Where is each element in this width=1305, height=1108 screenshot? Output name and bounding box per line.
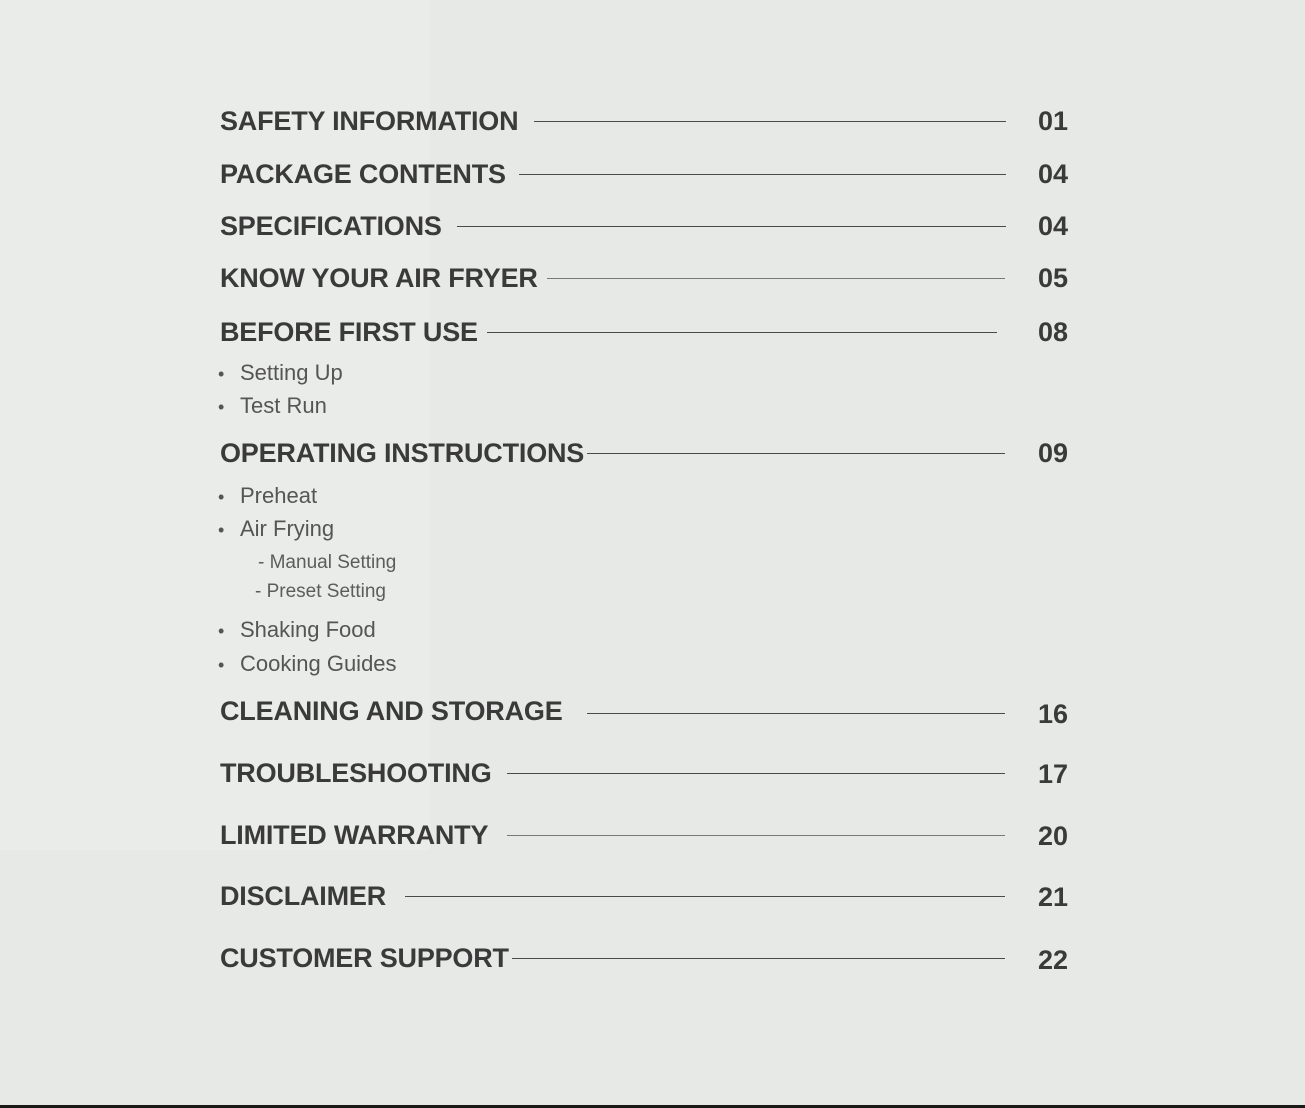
toc-entry-title: BEFORE FIRST USE <box>220 317 478 347</box>
toc-entry-title: SPECIFICATIONS <box>220 211 442 241</box>
toc-entry-operating-instructions[interactable] <box>220 433 1070 473</box>
toc-leader-line <box>587 453 1005 454</box>
toc-entry-page-number: 08 <box>1037 317 1068 347</box>
toc-leader-line <box>507 835 1005 836</box>
toc-entry-disclaimer[interactable] <box>220 876 1070 916</box>
toc-leader-line <box>587 713 1005 714</box>
bullet-icon: • <box>218 397 225 417</box>
toc-entry-specifications[interactable] <box>220 206 1070 246</box>
toc-entry-safety-information[interactable] <box>220 101 1070 141</box>
toc-subitem-test-run[interactable] <box>218 391 327 421</box>
toc-subitem-cooking-guides[interactable] <box>218 649 397 679</box>
bullet-icon: • <box>218 487 225 507</box>
toc-entry-title: KNOW YOUR AIR FRYER <box>220 263 538 293</box>
toc-entry-page-number: 05 <box>1037 263 1068 293</box>
toc-entry-title: SAFETY INFORMATION <box>220 106 519 136</box>
toc-entry-page-number: 16 <box>1037 699 1068 729</box>
toc-entry-before-first-use[interactable] <box>220 312 1070 352</box>
toc-entry-title: DISCLAIMER <box>220 881 386 911</box>
toc-entry-title: CLEANING AND STORAGE <box>220 696 563 726</box>
toc-entry-page-number: 22 <box>1037 945 1068 975</box>
toc-entry-page-number: 01 <box>1037 106 1068 136</box>
toc-subitem-label: Cooking Guides <box>240 651 397 676</box>
toc-subitem-air-frying[interactable] <box>218 514 334 544</box>
toc-leader-line <box>519 174 1006 175</box>
toc-leader-line <box>405 896 1005 897</box>
bullet-icon: • <box>218 621 225 641</box>
bullet-icon: • <box>218 655 225 675</box>
toc-subitem-label: Shaking Food <box>240 617 376 642</box>
toc-entry-title: CUSTOMER SUPPORT <box>220 943 509 973</box>
toc-leader-line <box>547 278 1005 279</box>
toc-leader-line <box>534 121 1006 122</box>
toc-subitem-shaking-food[interactable] <box>218 615 376 645</box>
toc-entry-page-number: 09 <box>1037 438 1068 468</box>
toc-entry-know-your-air-fryer[interactable] <box>220 258 1070 298</box>
toc-entry-troubleshooting[interactable] <box>220 753 1070 793</box>
toc-entry-page-number: 20 <box>1037 821 1068 851</box>
toc-entry-title: PACKAGE CONTENTS <box>220 159 506 189</box>
toc-subitem-label: Air Frying <box>240 516 335 541</box>
bullet-icon: • <box>218 364 225 384</box>
toc-leader-line <box>512 958 1005 959</box>
toc-subitem-setting-up[interactable] <box>218 358 343 388</box>
toc-subsubitem-preset-setting[interactable]: - Preset Setting <box>255 581 386 602</box>
toc-entry-page-number: 21 <box>1037 882 1068 912</box>
toc-entry-customer-support[interactable] <box>220 938 1070 978</box>
toc-entry-limited-warranty[interactable] <box>220 815 1070 855</box>
toc-entry-title: LIMITED WARRANTY <box>220 820 489 850</box>
toc-entry-page-number: 17 <box>1037 759 1068 789</box>
toc-entry-title: TROUBLESHOOTING <box>220 758 492 788</box>
toc-entry-cleaning-and-storage[interactable] <box>220 691 1070 731</box>
toc-entry-page-number: 04 <box>1037 159 1068 189</box>
toc-leader-line <box>487 332 997 333</box>
bullet-icon: • <box>218 520 225 540</box>
toc-leader-line <box>507 773 1005 774</box>
toc-entry-page-number: 04 <box>1037 211 1068 241</box>
toc-subitem-label: Setting Up <box>240 360 343 385</box>
toc-subsubitem-manual-setting[interactable]: - Manual Setting <box>258 552 397 573</box>
toc-subitem-preheat[interactable] <box>218 481 317 511</box>
toc-subitem-label: Test Run <box>240 393 327 418</box>
toc-entry-package-contents[interactable] <box>220 154 1070 194</box>
toc-entry-title: OPERATING INSTRUCTIONS <box>220 438 585 468</box>
toc-leader-line <box>457 226 1006 227</box>
toc-subitem-label: Preheat <box>240 483 318 508</box>
